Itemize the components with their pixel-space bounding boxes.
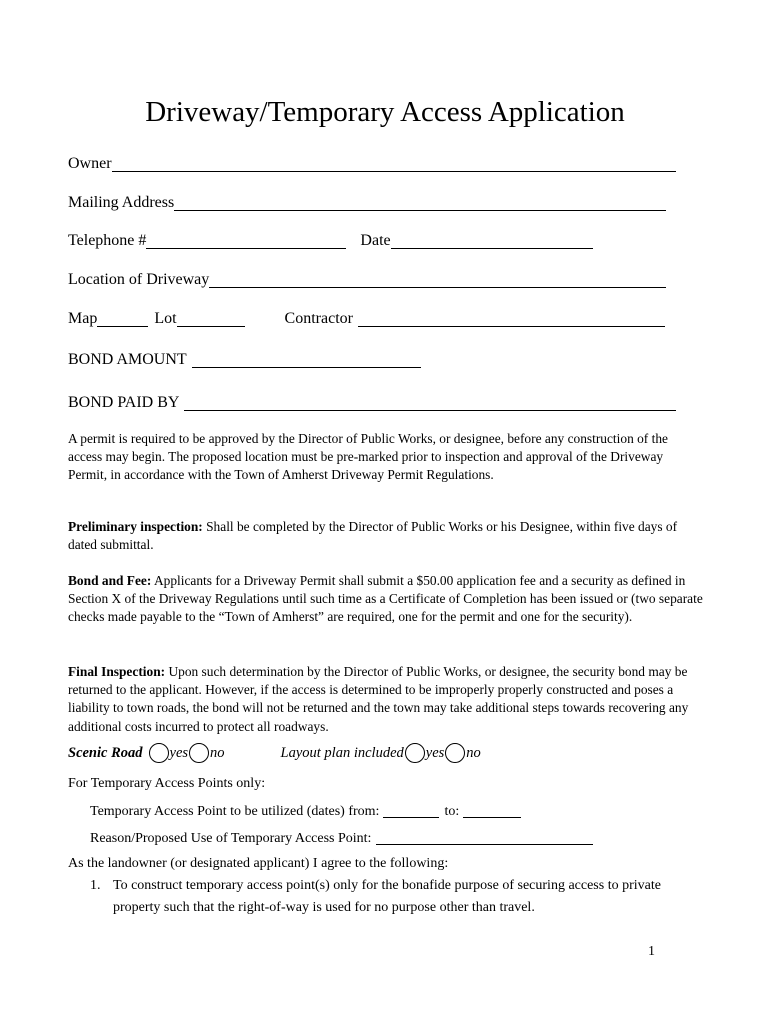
map-field[interactable] [97, 311, 148, 327]
bond-fee-paragraph [68, 572, 704, 627]
bond-fee-heading: Bond and Fee: [68, 573, 152, 588]
layout-plan-no-radio[interactable] [445, 743, 465, 763]
mailing-address-field[interactable] [174, 195, 666, 211]
agreement-intro: As the landowner (or designated applicant) I agree to the following: [68, 856, 449, 871]
layout-plan-yes-label: yes [425, 745, 445, 761]
bond-amount-field[interactable] [192, 352, 421, 368]
preliminary-paragraph [68, 518, 704, 554]
final-inspection-text: Upon such determination by the Director of Public Works, or designee, the security bond may be returned to the applicant. However, if the access is determined to be improperly properly constructed and poses a liability to town roads, the bond will not be returned and the town may take additional steps towards recovering any additional costs incurred to protect all roadways. [68, 664, 689, 734]
location-label: Location of Driveway [68, 271, 210, 288]
bond-amount-label: BOND AMOUNT [68, 351, 187, 368]
bond-paid-by-field[interactable] [184, 395, 676, 411]
scenic-road-no-label: no [210, 745, 225, 761]
layout-plan-label: Layout plan included [280, 745, 404, 761]
page-number: 1 [648, 944, 655, 959]
bond-fee-text: Applicants for a Driveway Permit shall submit a $50.00 application fee and a security as defined in Section X of the Driveway Regulations until such time as a Certificate of Completion has been issued or (two separate checks made payable to the “Town of Amherst” are required, one for the permit and one for the security). [68, 573, 703, 625]
scenic-layout-row [68, 742, 481, 764]
agreement-item-number: 1. [90, 878, 101, 893]
telephone-label: Telephone # [68, 232, 147, 249]
layout-plan-yes-radio[interactable] [405, 743, 425, 763]
temporary-to-field[interactable] [463, 804, 521, 818]
final-inspection-heading: Final Inspection: [68, 664, 166, 679]
temporary-reason-field[interactable] [376, 831, 593, 845]
telephone-field[interactable] [146, 233, 346, 249]
telephone-date-row [68, 231, 593, 251]
layout-plan-no-label: no [466, 745, 481, 761]
scenic-road-no-radio[interactable] [189, 743, 209, 763]
temporary-to-label: to: [444, 804, 460, 819]
bond-amount-row [68, 350, 421, 370]
contractor-field[interactable] [358, 311, 665, 327]
owner-field[interactable] [112, 156, 676, 172]
scenic-road-label: Scenic Road [68, 745, 143, 761]
date-field[interactable] [391, 233, 593, 249]
agreement-item-text: To construct temporary access point(s) only for the bonafide purpose of securing access to private property such that the right-of-way is used for no purpose other than travel. [113, 878, 661, 915]
lot-field[interactable] [177, 311, 245, 327]
lot-label: Lot [154, 310, 177, 327]
scenic-road-yes-label: yes [169, 745, 189, 761]
preliminary-text: Shall be completed by the Director of Public Works or his Designee, within five days of dated submittal. [68, 519, 678, 553]
location-field[interactable] [209, 272, 666, 288]
temporary-reason-row [90, 830, 593, 848]
final-inspection-paragraph [68, 663, 704, 736]
mailing-address-label: Mailing Address [68, 194, 175, 211]
agreement-item [90, 875, 710, 919]
map-lot-contractor-row [68, 309, 665, 329]
temporary-dates-label: Temporary Access Point to be utilized (dates) from: [90, 804, 380, 819]
page-title: Driveway/Temporary Access Application [145, 96, 625, 128]
temporary-from-field[interactable] [383, 804, 439, 818]
owner-label: Owner [68, 155, 112, 172]
location-row [68, 270, 666, 290]
mailing-address-row [68, 193, 666, 213]
map-label: Map [68, 310, 98, 327]
temporary-dates-row [90, 803, 521, 821]
temporary-reason-label: Reason/Proposed Use of Temporary Access Point: [90, 831, 372, 846]
scenic-road-yes-radio[interactable] [149, 743, 169, 763]
intro-paragraph: A permit is required to be approved by the Director of Public Works, or designee, before any construction of the access may begin. The proposed location must be pre-marked prior to inspection and approval of the Driveway Permit, in accordance with the Town of Amherst Driveway Permit Regulations. [68, 431, 668, 483]
date-label: Date [360, 232, 391, 249]
owner-row [68, 154, 676, 174]
contractor-label: Contractor [284, 310, 353, 327]
bond-paid-by-row [68, 393, 676, 413]
bond-paid-by-label: BOND PAID BY [68, 394, 180, 411]
temporary-header: For Temporary Access Points only: [68, 776, 266, 791]
preliminary-heading: Preliminary inspection: [68, 519, 203, 534]
